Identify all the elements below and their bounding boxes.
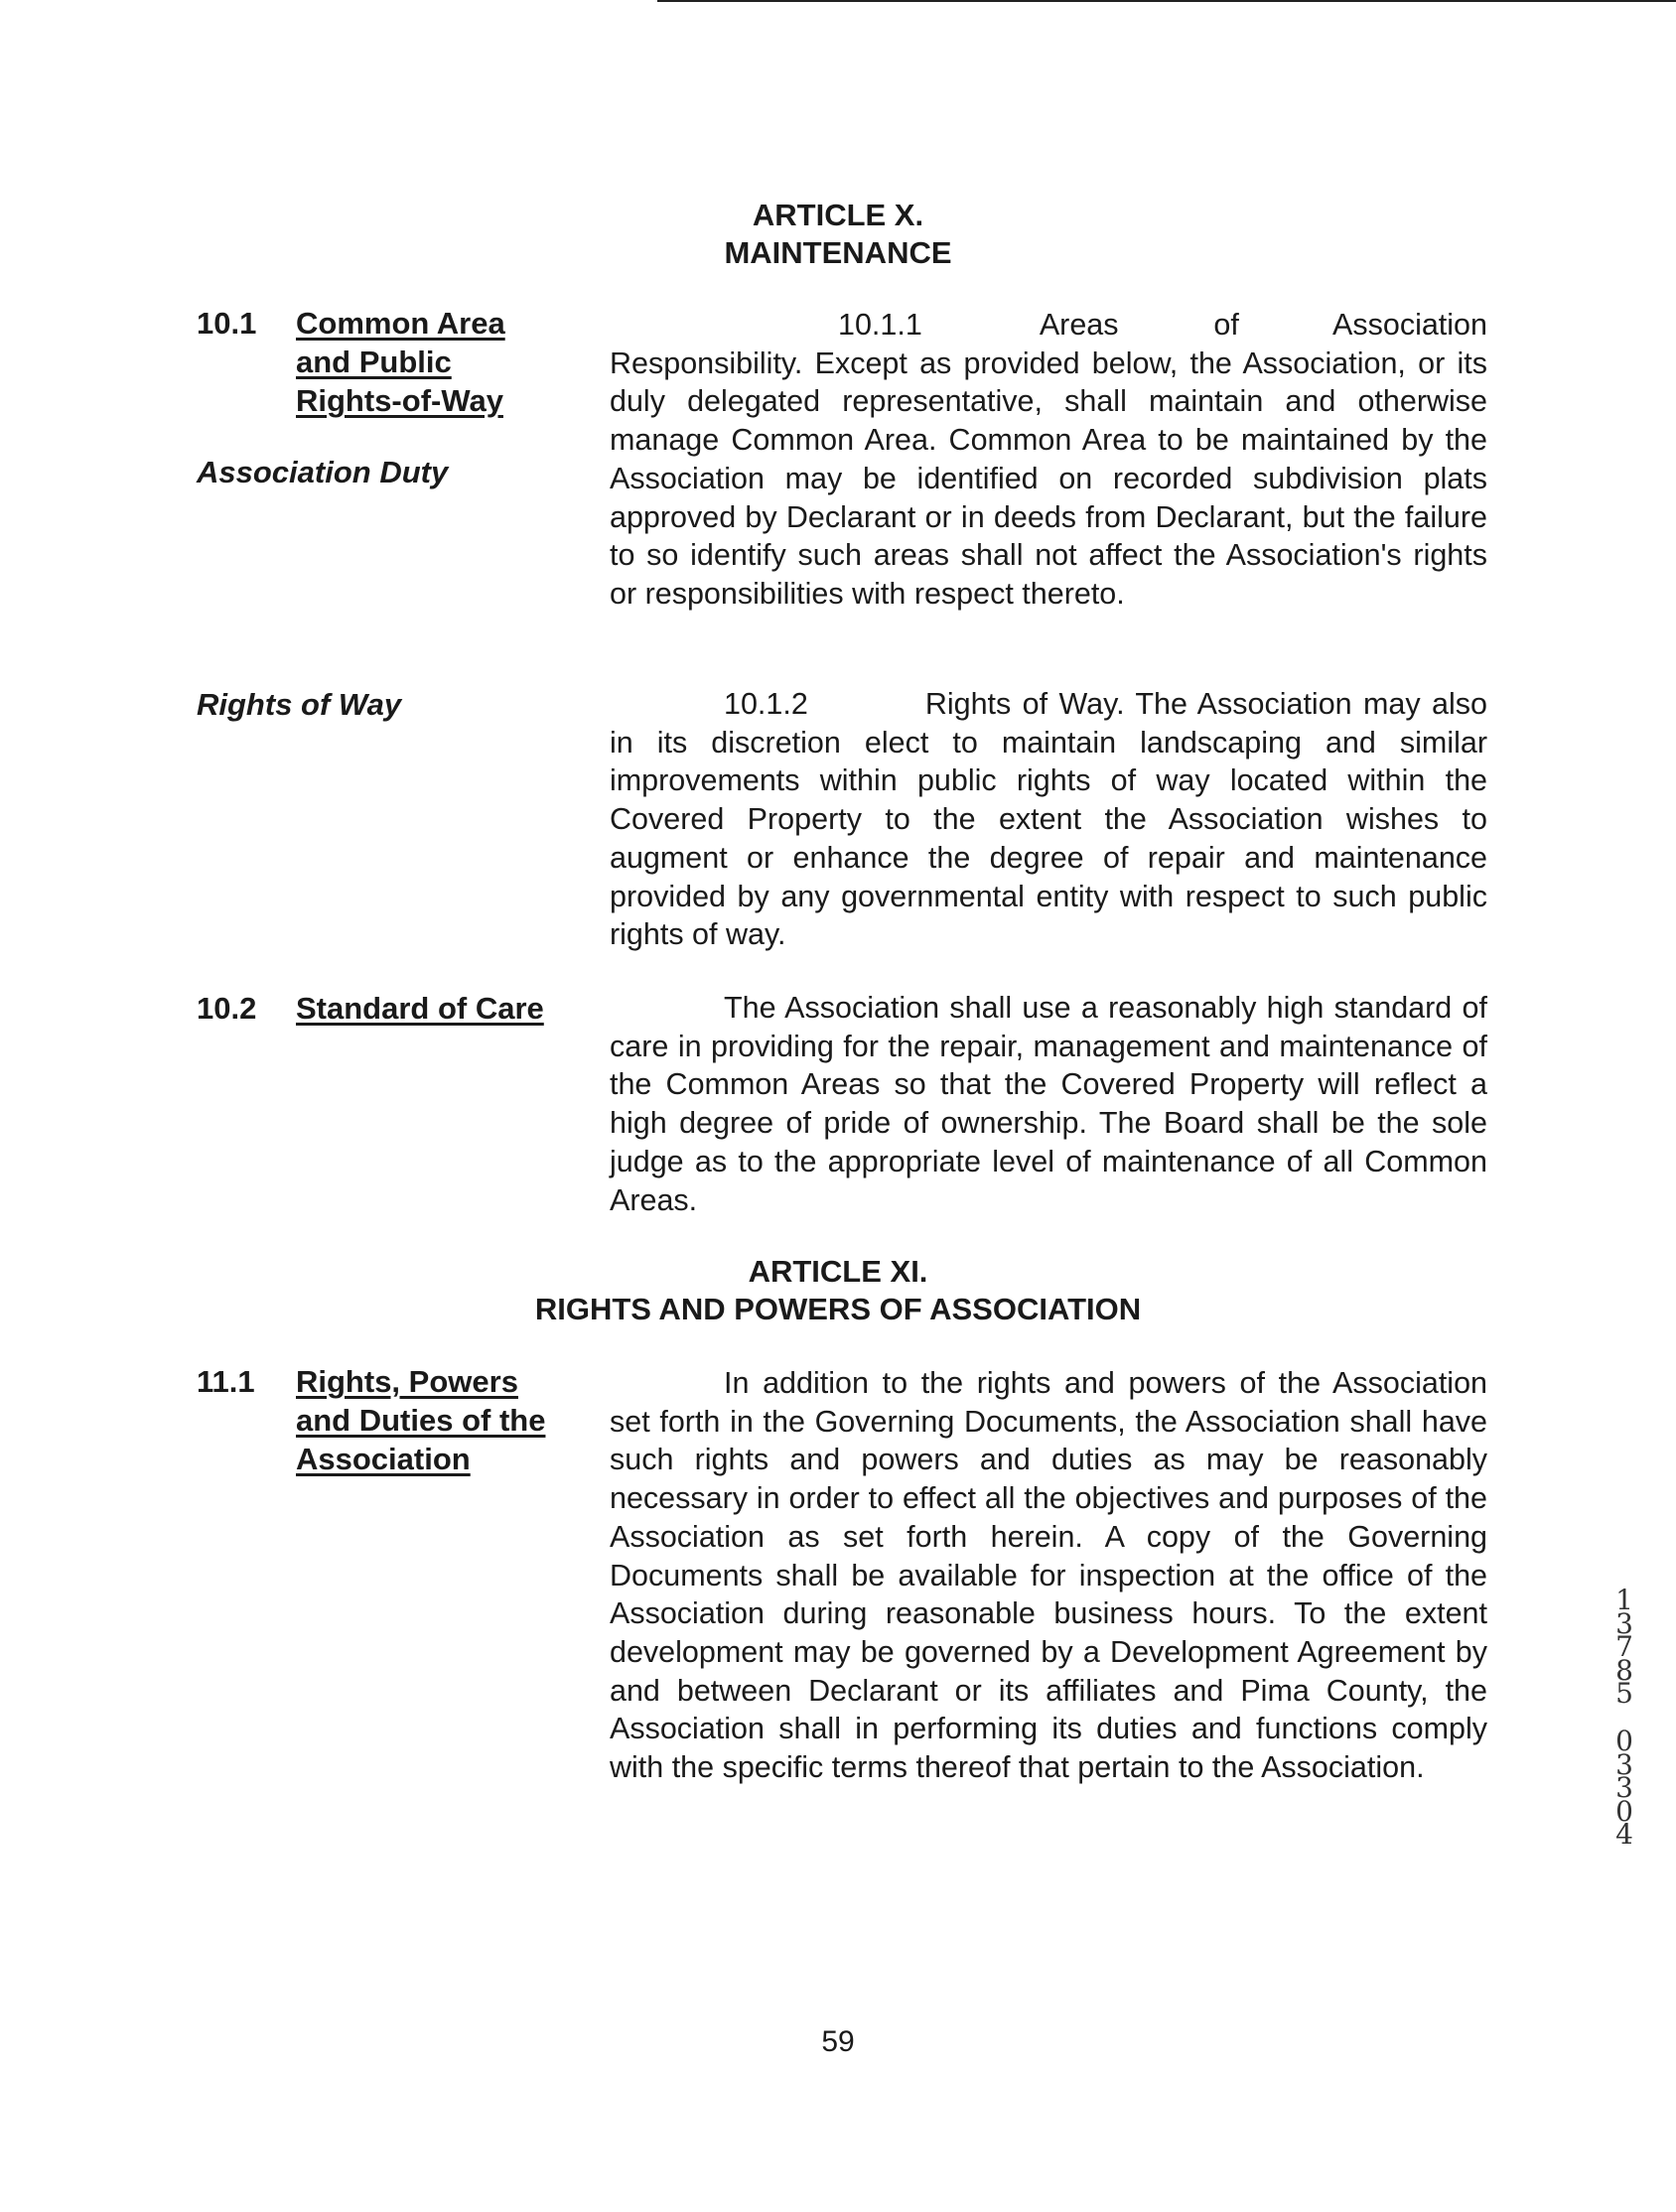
section-10-1-2-text: Rights of Way. The Association may also in its discretion elect to maintain landscaping and similar improvements within public rights of way located within the Covered Property to the extent the Association wishes to augment or enhance the degree of repair and maintenance provided by any governmental entity with respect to such public rights of way. (610, 687, 1487, 952)
stamp-char: 5 (1615, 1677, 1633, 1711)
section-11-1-paragraph (610, 1364, 1487, 1787)
section-10-2-text: The Association shall use a reasonably high standard of care in providing for the repair, management and maintenance of the Common Areas so that the Covered Property will reflect a high degree of pride of ownership. The Board shall be the sole judge as to the appropriate level of maintenance of all Common Areas. (610, 991, 1487, 1217)
stamp-char: 0 (1615, 1724, 1633, 1757)
stamp-char: 7 (1615, 1630, 1633, 1664)
section-10-1-title-line-2: and Public (296, 345, 452, 379)
section-11-1-title-line-1: Rights, Powers (296, 1364, 518, 1399)
stamp-char: 3 (1615, 1606, 1633, 1640)
section-11-1-title-line-2: and Duties of the (296, 1403, 546, 1438)
section-10-1-title-line-1: Common Area (296, 306, 505, 341)
article-10-number: ARTICLE X. (752, 198, 924, 232)
section-11-1-number: 11.1 (197, 1364, 255, 1399)
stamp-char: 8 (1615, 1653, 1633, 1687)
top-border-line (657, 0, 1676, 2)
stamp-char: 3 (1615, 1747, 1633, 1781)
article-10-title: MAINTENANCE (724, 235, 952, 270)
section-10-1-1-number: 10.1.1 (838, 308, 922, 342)
section-10-2-title: Standard of Care (296, 991, 544, 1026)
section-10-2-number: 10.2 (197, 991, 257, 1026)
section-10-1-1-text: Areas of Association Responsibility. Except as provided below, the Association, or its duly delegated representative, shall maintain and otherwise manage Common Area. Common Area to be maintained by the Association may be identified on recorded subdivision plats approved by Declarant or in deeds from Declarant, but the failure to so identify such areas shall not affect the Association's rights or responsibilities with respect thereto. (610, 308, 1487, 611)
stamp-char: 1 (1615, 1584, 1633, 1616)
rights-of-way-label: Rights of Way (197, 687, 402, 722)
section-10-1-2-number: 10.1.2 (724, 687, 808, 721)
page-number: 59 (821, 2025, 855, 2058)
stamp-char: 4 (1615, 1818, 1633, 1852)
section-10-1-2-paragraph (610, 685, 1487, 954)
section-10-1-title-line-3: Rights-of-Way (296, 383, 503, 418)
article-11-title: RIGHTS AND POWERS OF ASSOCIATION (534, 1292, 1142, 1326)
section-10-2-paragraph (610, 989, 1487, 1219)
section-11-1-title-line-3: Association (296, 1442, 471, 1476)
section-10-1-1-paragraph (610, 306, 1487, 614)
section-11-1-text: In addition to the rights and powers of the Association set forth in the Governing Documents, the Association shall have such rights and powers and duties as may be reasonably necessary in order to effect all the objectives and purposes of the Association as set forth herein. A copy of the Governing Documents shall be available for inspection at the office of the Association during reasonable business hours. To the extent development may be governed by a Development Agreement by and between Declarant or its affiliates and Pima County, the Association shall in performing its duties and functions comply with the specific terms thereof that pertain to the Association. (610, 1366, 1487, 1785)
recording-stamp (1605, 1584, 1644, 1852)
association-duty-label: Association Duty (197, 455, 449, 489)
stamp-char: 3 (1615, 1771, 1633, 1805)
article-11-number: ARTICLE XI. (748, 1254, 928, 1289)
section-10-1-number: 10.1 (197, 306, 257, 341)
stamp-char: 0 (1615, 1794, 1633, 1828)
